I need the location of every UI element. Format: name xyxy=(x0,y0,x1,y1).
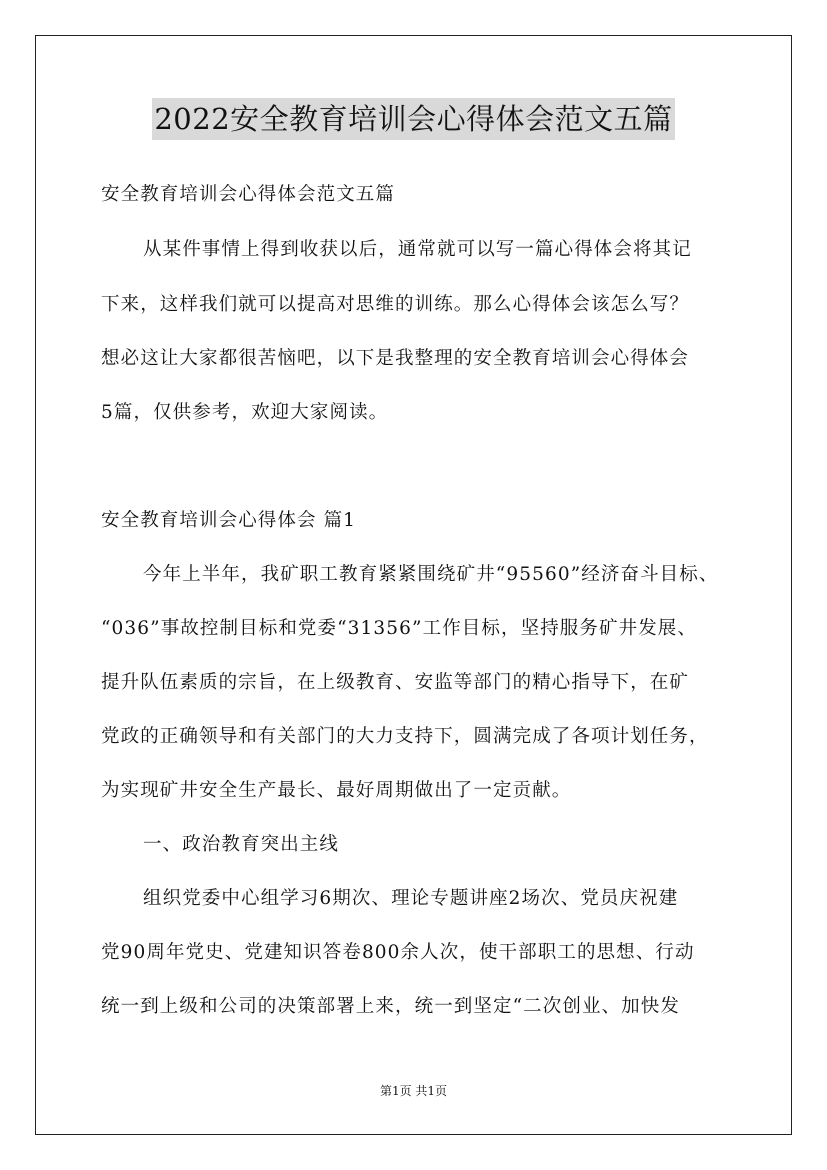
document-title: 2022安全教育培训会心得体会范文五篇 xyxy=(152,98,674,140)
page-footer: 第1页 共1页 xyxy=(379,1084,448,1098)
section-line-5: 为实现矿井安全生产最长、最好周期做出了一定贡献。 xyxy=(101,780,572,801)
intro-line-1: 从某件事情上得到收获以后，通常就可以写一篇心得体会将其记 xyxy=(143,239,692,260)
section-heading: 安全教育培训会心得体会 篇1 xyxy=(101,510,357,531)
intro-line-4: 5篇，仅供参考，欢迎大家阅读。 xyxy=(101,402,389,423)
sub-line-3: 统一到上级和公司的决策部署上来，统一到坚定“二次创业、加快发 xyxy=(101,996,680,1017)
title-container xyxy=(0,98,827,140)
section-line-3: 提升队伍素质的宗旨，在上级教育、安监等部门的精心指导下，在矿 xyxy=(101,672,690,693)
section-line-2: “036”事故控制目标和党委“31356”工作目标，坚持服务矿井发展、 xyxy=(101,618,697,639)
section-line-4: 党政的正确领导和有关部门的大力支持下，圆满完成了各项计划任务， xyxy=(101,726,709,747)
sub-line-2: 党90周年党史、党建知识答卷800余人次，使干部职工的思想、行动 xyxy=(101,942,695,963)
subheading: 一、政治教育突出主线 xyxy=(143,834,340,855)
intro-line-3: 想必这让大家都很苦恼吧，以下是我整理的安全教育培训会心得体会 xyxy=(101,348,690,369)
intro-line-2: 下来，这样我们就可以提高对思维的训练。那么心得体会该怎么写？ xyxy=(101,294,690,315)
sub-line-1: 组织党委中心组学习6期次、理论专题讲座2场次、党员庆祝建 xyxy=(143,888,679,909)
document-subtitle: 安全教育培训会心得体会范文五篇 xyxy=(101,184,396,205)
section-line-1: 今年上半年，我矿职工教育紧紧围绕矿井“95560”经济奋斗目标、 xyxy=(143,564,719,585)
